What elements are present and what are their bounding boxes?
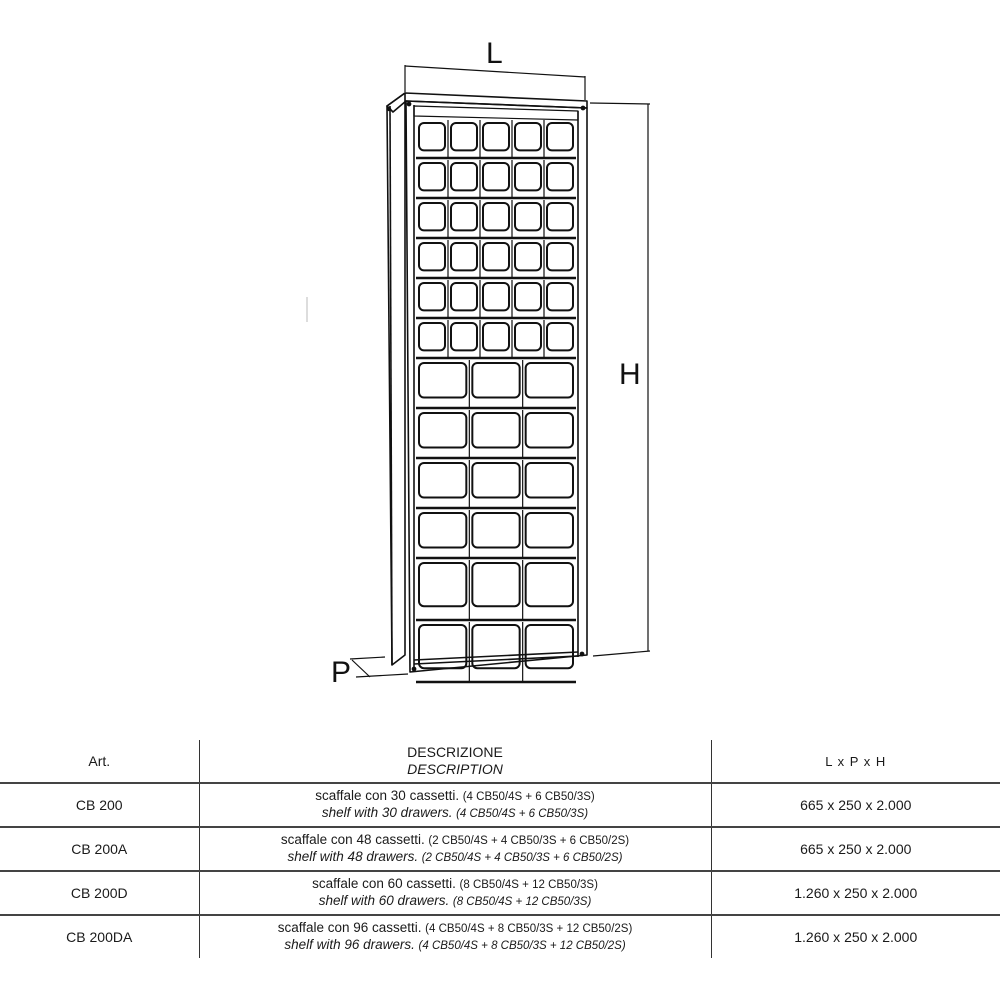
drawer	[419, 323, 445, 350]
width-label-l: L	[486, 37, 503, 70]
drawer	[526, 413, 573, 448]
desc-it-detail: (4 CB50/4S + 8 CB50/3S + 12 CB50/2S)	[425, 923, 633, 935]
drawer	[515, 243, 541, 270]
drawer	[515, 323, 541, 350]
drawer	[483, 123, 509, 150]
drawer	[419, 243, 445, 270]
table-row	[0, 827, 1000, 871]
drawer	[419, 463, 466, 498]
drawer	[419, 363, 466, 398]
drawer	[515, 283, 541, 310]
description-cell	[199, 827, 711, 871]
drawer	[547, 243, 573, 270]
drawer	[472, 513, 519, 548]
drawer	[483, 243, 509, 270]
drawer	[451, 243, 477, 270]
header-dimensions: L x P x H	[711, 740, 1000, 783]
drawer	[483, 163, 509, 190]
table-row	[0, 783, 1000, 827]
drawer	[451, 203, 477, 230]
drawer	[472, 563, 519, 606]
desc-en-main: shelf with 60 drawers.	[318, 893, 450, 908]
drawer	[483, 203, 509, 230]
drawer	[515, 123, 541, 150]
drawer	[547, 123, 573, 150]
drawer	[526, 363, 573, 398]
drawer	[526, 513, 573, 548]
header-description-it: DESCRIZIONE	[407, 744, 503, 760]
art-code: CB 200	[0, 783, 199, 827]
depth-label-p: P	[331, 656, 352, 689]
drawer	[419, 163, 445, 190]
drawer	[419, 123, 445, 150]
drawer	[483, 283, 509, 310]
description-cell	[199, 783, 711, 827]
drawer	[451, 163, 477, 190]
drawer-grid	[416, 120, 576, 682]
art-code: CB 200A	[0, 827, 199, 871]
desc-en-main: shelf with 48 drawers.	[287, 849, 419, 864]
drawer	[419, 413, 466, 448]
desc-it-detail: (8 CB50/4S + 12 CB50/3S)	[459, 879, 598, 891]
desc-en-main: shelf with 96 drawers.	[284, 937, 415, 952]
dimensions-cell: 1.260 x 250 x 2.000	[711, 871, 1000, 915]
drawer	[419, 563, 466, 606]
height-label-h: H	[619, 358, 641, 391]
drawer	[472, 463, 519, 498]
desc-it-main: scaffale con 96 cassetti.	[277, 920, 422, 935]
desc-it-main: scaffale con 60 cassetti.	[312, 876, 456, 891]
drawer	[526, 463, 573, 498]
description-cell	[199, 915, 711, 958]
desc-it-main: scaffale con 30 cassetti.	[315, 788, 460, 803]
description-cell	[199, 871, 711, 915]
drawer	[526, 563, 573, 606]
drawer	[515, 203, 541, 230]
dimensions-cell: 665 x 250 x 2.000	[711, 783, 1000, 827]
drawer	[451, 283, 477, 310]
desc-en-main: shelf with 30 drawers.	[321, 805, 453, 820]
desc-it-main: scaffale con 48 cassetti.	[280, 832, 425, 847]
art-code: CB 200D	[0, 871, 199, 915]
drawer	[526, 625, 573, 668]
table-header-row	[0, 740, 1000, 783]
drawer	[451, 323, 477, 350]
desc-en-detail: (8 CB50/4S + 12 CB50/3S)	[452, 896, 592, 908]
desc-it-detail: (4 CB50/4S + 6 CB50/3S)	[462, 791, 595, 803]
drawer	[472, 413, 519, 448]
header-description	[199, 740, 711, 783]
drawer	[419, 203, 445, 230]
art-code: CB 200DA	[66, 929, 133, 945]
drawer	[483, 323, 509, 350]
dimensions-cell: 665 x 250 x 2.000	[711, 827, 1000, 871]
dimensions-cell: 1.260 x 250 x 2.000	[711, 915, 1000, 958]
drawer	[472, 363, 519, 398]
drawer	[547, 163, 573, 190]
desc-en-detail: (2 CB50/4S + 4 CB50/3S + 6 CB50/2S)	[421, 852, 623, 864]
drawer	[419, 513, 466, 548]
drawer	[451, 123, 477, 150]
header-art: Art.	[0, 740, 199, 783]
desc-en-detail: (4 CB50/4S + 6 CB50/3S)	[456, 808, 589, 820]
desc-en-detail: (4 CB50/4S + 8 CB50/3S + 12 CB50/2S)	[418, 940, 626, 952]
drawer	[547, 203, 573, 230]
drawer	[547, 323, 573, 350]
drawer	[547, 283, 573, 310]
table-row	[0, 871, 1000, 915]
drawer	[419, 283, 445, 310]
drawer	[515, 163, 541, 190]
table-row	[0, 915, 1000, 958]
header-description-en: DESCRIPTION	[407, 761, 503, 777]
product-table	[0, 740, 1000, 958]
desc-it-detail: (2 CB50/4S + 4 CB50/3S + 6 CB50/2S)	[428, 835, 630, 847]
